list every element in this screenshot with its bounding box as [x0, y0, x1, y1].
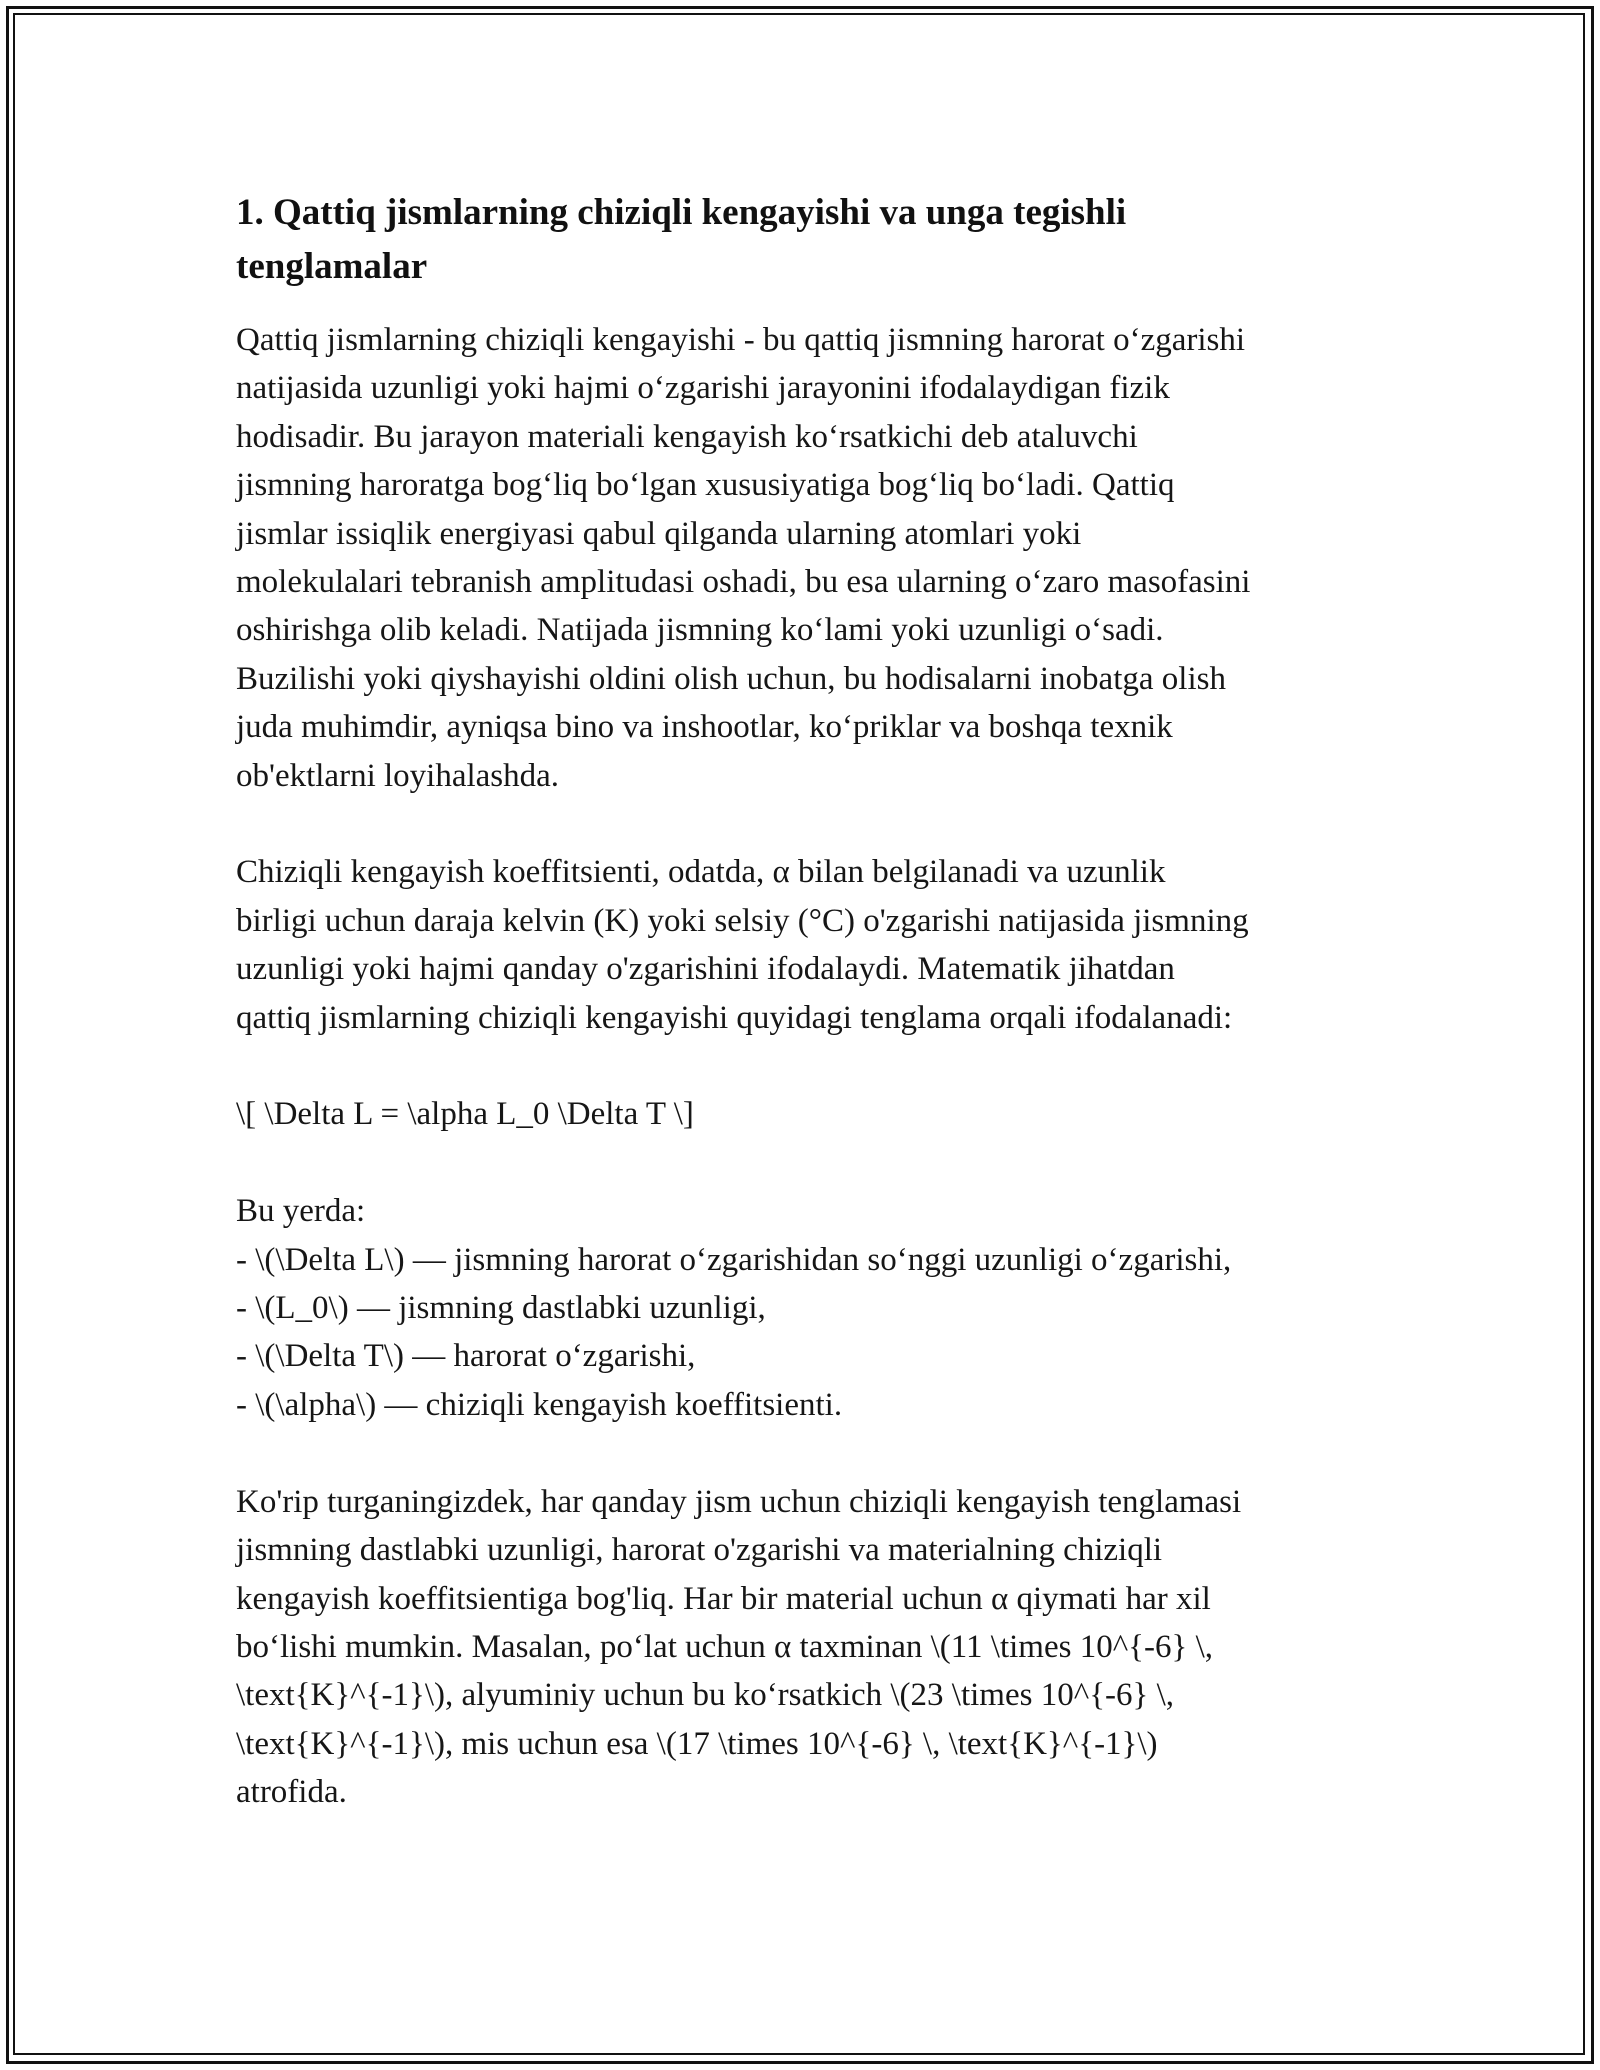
text-line: Chiziqli kengayish koeffitsienti, odatda, α bilan belgilanadi va uzunlik	[236, 854, 1166, 891]
text-line: bo‘lishi mumkin. Masalan, po‘lat uchun α taxminan \(11 \times 10^{-6} \,	[236, 1628, 1214, 1665]
text-line: uzunligi yoki hajmi qanday o'zgarishini ifodalaydi. Matematik jihatdan	[236, 951, 1175, 988]
text-line: Qattiq jismlarning chiziqli kengayishi - bu qattiq jismning harorat o‘zgarishi	[236, 322, 1246, 358]
text-line: hodisadir. Bu jarayon materiali kengayish ko‘rsatkichi deb ataluvchi	[236, 418, 1138, 455]
paragraph-spacer	[236, 1139, 1376, 1187]
definition-item: - \(\Delta L\) — jismning harorat o‘zgarishidan so‘nggi uzunligi o‘zgarishi,	[236, 1241, 1232, 1278]
text-line: jismning dastlabki uzunligi, harorat o'zgarishi va materialning chiziqli	[236, 1532, 1163, 1569]
text-line: Ko'rip turganingizdek, har qanday jism uchun chiziqli kengayish tenglamasi	[236, 1483, 1242, 1520]
definition-item: - \(L_0\) — jismning dastlabki uzunligi,	[236, 1290, 766, 1327]
text-line: natijasida uzunligi yoki hajmi o‘zgarishi jarayonini ifodalaydigan fizik	[236, 370, 1170, 407]
document-body	[236, 186, 1376, 1817]
text-line: kengayish koeffitsientiga bog'liq. Har bir material uchun α qiymati har xil	[236, 1580, 1211, 1617]
paragraph-spacer	[236, 1429, 1376, 1477]
text-line: birligi uchun daraja kelvin (K) yoki selsiy (°C) o'zgarishi natijasida jismning	[236, 902, 1249, 939]
text-line: ob'ektlarni loyihalashda.	[236, 757, 560, 794]
section-heading	[236, 186, 1376, 294]
equation	[236, 1090, 1376, 1138]
heading-line: 1. Qattiq jismlarning chiziqli kengayishi va unga tegishli	[236, 192, 1127, 233]
definitions-intro: Bu yerda:	[236, 1193, 366, 1230]
text-line: jismlar issiqlik energiyasi qabul qilganda ularning atomlari yoki	[236, 515, 1082, 552]
paragraph-spacer	[236, 800, 1376, 848]
text-line: jismning haroratga bog‘liq bo‘lgan xususiyatiga bog‘liq bo‘ladi. Qattiq	[236, 467, 1175, 504]
text-line: \text{K}^{-1}\), alyuminiy uchun bu ko‘rsatkich \(23 \times 10^{-6} \,	[236, 1677, 1175, 1714]
text-line: juda muhimdir, ayniqsa bino va inshootlar, ko‘priklar va boshqa texnik	[236, 709, 1173, 746]
definition-item: - \(\Delta T\) — harorat o‘zgarishi,	[236, 1338, 696, 1375]
text-line: Buzilishi yoki qiyshayishi oldini olish uchun, bu hodisalarni inobatga olish	[236, 660, 1226, 697]
paragraph-spacer	[236, 1042, 1376, 1090]
text-line: oshirishga olib keladi. Natijada jismning ko‘lami yoki uzunligi o‘sadi.	[236, 612, 1164, 649]
paragraph-intro	[236, 316, 1376, 800]
text-line: qattiq jismlarning chiziqli kengayishi quyidagi tenglama orqali ifodalanadi:	[236, 999, 1233, 1036]
text-line: atrofida.	[236, 1774, 347, 1811]
equation-text: \[ \Delta L = \alpha L_0 \Delta T \]	[236, 1096, 694, 1133]
text-line: molekulalari tebranish amplitudasi oshadi, bu esa ularning o‘zaro masofasini	[236, 564, 1251, 601]
paragraph-examples	[236, 1478, 1376, 1817]
heading-line: tenglamalar	[236, 246, 428, 287]
paragraph-coefficient	[236, 848, 1376, 1042]
text-line: \text{K}^{-1}\), mis uchun esa \(17 \times 10^{-6} \, \text{K}^{-1}\)	[236, 1725, 1158, 1762]
definitions-list	[236, 1187, 1376, 1429]
definition-item: - \(\alpha\) — chiziqli kengayish koeffitsienti.	[236, 1386, 843, 1423]
